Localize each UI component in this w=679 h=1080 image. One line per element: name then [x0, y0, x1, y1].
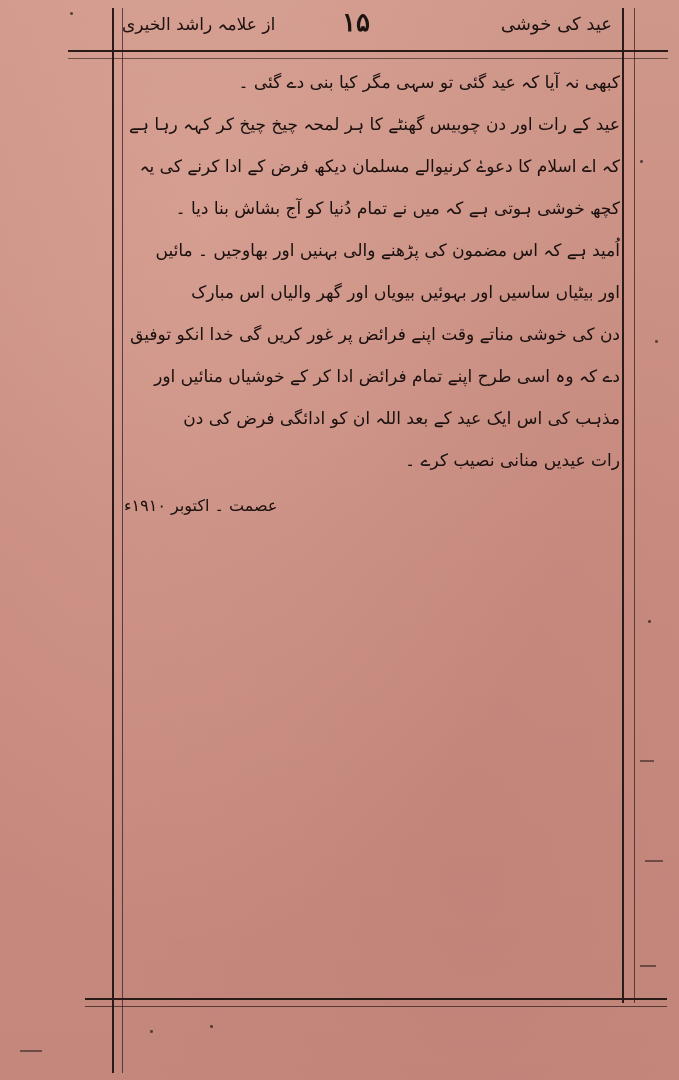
author-line: از علامہ راشد الخیری — [122, 15, 276, 35]
text-line: مذہب کی اس ایک عید کے بعد اللہ ان کو ادائگی فرض کی دن — [183, 409, 620, 429]
text-line: رات عیدیں منانی نصیب کرے ۔ — [405, 451, 620, 471]
signature-text: عصمت ۔ اکتوبر ۱۹۱۰ء — [124, 496, 278, 515]
text-line: کچھ خوشی ہوتی ہے کہ میں نے تمام دُنیا کو آج بشاش بنا دیا ۔ — [175, 199, 620, 219]
text-line: عید کے رات اور دن چوبیس گھنٹے کا ہر لمحہ چیخ چیخ کر کہہ رہا ہے — [129, 115, 620, 135]
page-number: ۱۵ — [342, 8, 370, 38]
ink-speck — [210, 1025, 213, 1028]
ink-mark — [20, 1050, 42, 1052]
right-margin-rule-secondary — [634, 8, 635, 1003]
ink-mark — [640, 760, 654, 762]
footer-rule-secondary — [85, 1006, 667, 1007]
ink-mark — [640, 965, 656, 967]
chapter-title: عید کی خوشی — [500, 14, 612, 35]
text-line: اور بیٹیاں ساسیں اور بہوئیں بیویاں اور گھر والیاں اس مبارک — [191, 283, 620, 303]
ink-speck — [648, 620, 651, 623]
text-line: کبھی نہ آیا کہ عید گئی تو سہی مگر کیا بنی دے گئی ۔ — [238, 73, 620, 93]
text-line: اُمید ہے کہ اس مضمون کی پڑھنے والی بہنیں اور بھاوجیں ۔ مائیں — [155, 241, 620, 261]
page-header — [122, 6, 622, 46]
ink-mark — [645, 860, 663, 862]
ink-speck — [150, 1030, 153, 1033]
text-line: دے کہ وہ اسی طرح اپنے تمام فرائض ادا کر کے خوشیاں منائیں اور — [154, 367, 620, 387]
signature-line — [120, 496, 620, 515]
ink-speck — [640, 160, 643, 163]
ink-speck — [655, 340, 658, 343]
header-rule-secondary — [68, 58, 668, 59]
text-line: دن کی خوشی مناتے وقت اپنے فرائض پر غور کریں گی خدا انکو توفیق — [130, 325, 620, 345]
text-line: کہ اے اسلام کا دعوےٰ کرنیوالے مسلمان دیکھ فرض کے ادا کرنے کی یہ — [139, 157, 620, 177]
left-margin-rule — [112, 8, 114, 1073]
body-text — [120, 62, 620, 482]
footer-rule — [85, 998, 667, 1000]
right-margin-rule — [622, 8, 624, 1003]
header-rule — [68, 50, 668, 52]
ink-speck — [70, 12, 73, 15]
